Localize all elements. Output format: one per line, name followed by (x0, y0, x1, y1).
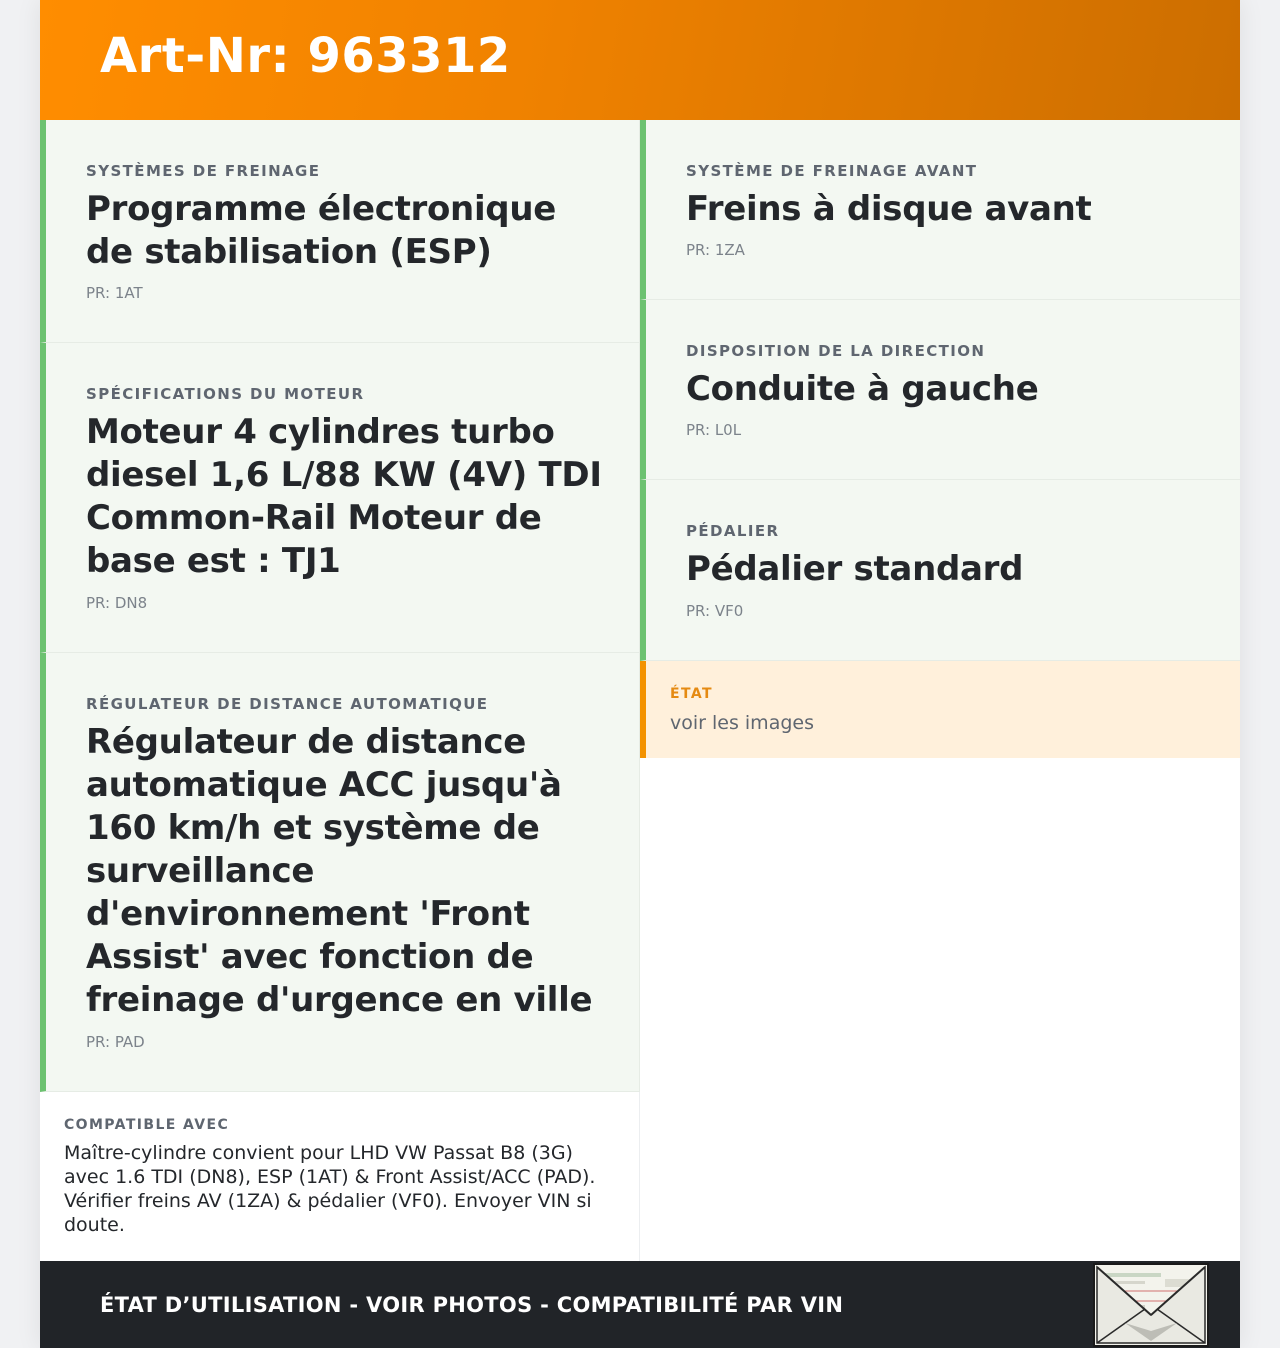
condition-label: ÉTAT (670, 686, 713, 702)
spec-card-pr-code: PR: VF0 (686, 602, 744, 620)
right-column (640, 120, 1240, 758)
spec-card-steering (640, 300, 1240, 480)
spec-card-title: Freins à disque avant (686, 189, 1092, 229)
spec-card-title: Régulateur de distance automatique ACC jusqu'à 160 km/h et système de surveillance d'environnement 'Front Assist' avec fonction de freinage d'urgence en ville (86, 722, 593, 1020)
spec-card-title: Moteur 4 cylindres turbo diesel 1,6 L/88 KW (4V) TDI Common-Rail Moteur de base est : TJ1 (86, 412, 602, 581)
spec-card-label: DISPOSITION DE LA DIRECTION (686, 342, 986, 360)
envelope-document-icon (1095, 1265, 1207, 1345)
spec-card-pr-code: PR: PAD (86, 1033, 145, 1051)
spec-card-label: SYSTÈME DE FREINAGE AVANT (686, 162, 978, 180)
left-column (40, 120, 640, 1092)
document-thumbnail-icon (1093, 1263, 1209, 1347)
spec-card-label: SYSTÈMES DE FREINAGE (86, 162, 321, 180)
spec-card-braking (40, 120, 640, 343)
compatibility-label: COMPATIBLE AVEC (64, 1117, 230, 1133)
spec-card-pr-code: PR: L0L (686, 421, 742, 439)
spec-card-label: RÉGULATEUR DE DISTANCE AUTOMATIQUE (86, 695, 489, 713)
footer-text: ÉTAT D’UTILISATION - VOIR PHOTOS - COMPATIBILITÉ PAR VIN (100, 1293, 844, 1317)
spec-card-front-brakes (640, 120, 1240, 300)
spec-card-pedals (640, 480, 1240, 661)
article-number-title: Art-Nr: 963312 (100, 28, 511, 84)
compatibility-box (40, 1092, 640, 1261)
spec-card-pr-code: PR: DN8 (86, 594, 148, 612)
spec-sheet (40, 0, 1240, 1348)
spec-card-title: Pédalier standard (686, 549, 1024, 589)
spec-card-label: SPÉCIFICATIONS DU MOTEUR (86, 385, 365, 403)
compatibility-text: Maître-cylindre convient pour LHD VW Passat B8 (3G) avec 1.6 TDI (DN8), ESP (1AT) & Front Assist/ACC (PAD). Vérifier freins AV (1ZA) & pédalier (VF0). Envoyer VIN si doute. (64, 1142, 596, 1236)
header-banner (40, 0, 1240, 120)
condition-card (640, 661, 1240, 758)
condition-value: voir les images (670, 712, 814, 734)
spec-card-acc (40, 653, 640, 1092)
spec-card-title: Conduite à gauche (686, 369, 1039, 409)
spec-card-label: PÉDALIER (686, 522, 780, 540)
spec-card-title: Programme électronique de stabilisation (ESP) (86, 189, 557, 272)
spec-card-pr-code: PR: 1AT (86, 284, 143, 302)
spec-card-engine (40, 343, 640, 653)
spec-card-pr-code: PR: 1ZA (686, 241, 745, 259)
footer-bar (40, 1261, 1240, 1348)
